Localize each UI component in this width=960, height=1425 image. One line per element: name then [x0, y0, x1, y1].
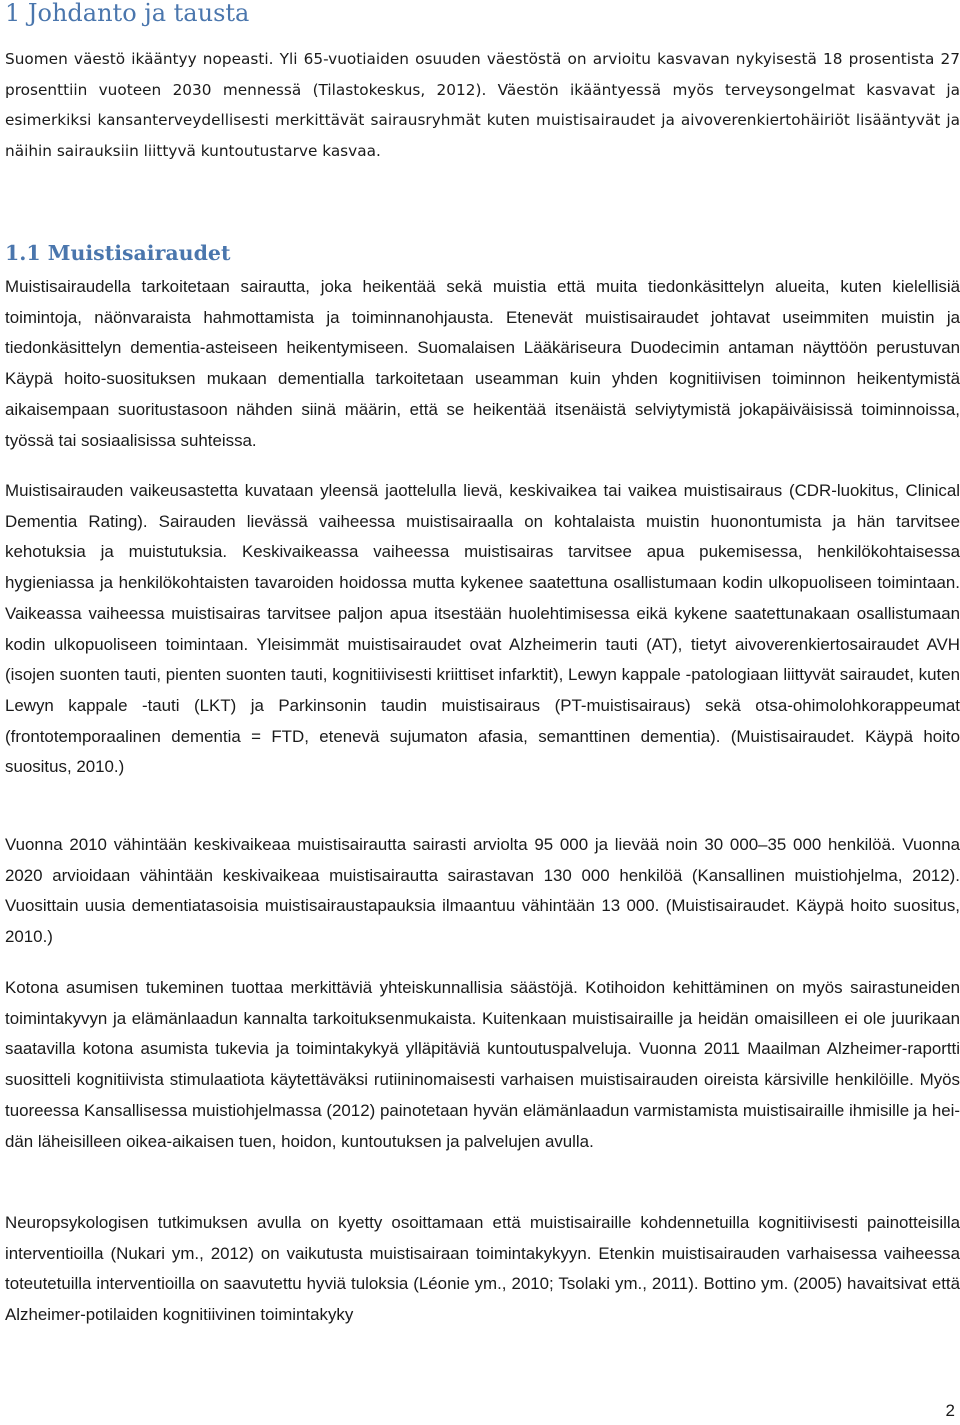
- section-heading-muistisairaudet: 1.1 Muistisairaudet: [5, 241, 231, 265]
- severity-paragraph: Muistisairauden vaikeusastetta kuvataan yleensä jaottelulla lievä, keskivaikea tai vaikea muistisairaus (CDR-luokitus, Clinical Dementia Rating). Sairauden lievässä vaiheessa muistisairaalla on kohtalaista muistin huonontumista ja hän tarvitsee kehotuksia ja muistutuksia. Keskivaikeassa vaiheessa muistisairas tarvitsee apua pukemisessa, henkilökohtaisessa hygieniassa ja henkilökohtaisten tavaroiden hoidossa mutta kykenee saatettuna osallistumaan kodin ulkopuoliseen toimintaan. Vaikeassa vaiheessa muistisairas tarvitsee paljon apua itsestään huolehtimisessa eikä kykene saatettunakaan osallistumaan kodin ulkopuoliseen toimintaan. Yleisimmät muistisairaudet ovat Alzheimerin tauti (AT), tietyt aivoverenkiertosairaudet AVH (isojen suonten tauti, pienten suonten tauti, kognitiivisesti kriittiset infarktit), Lewyn kappale -patologiaan liittyvät sairaudet, kuten Lewyn kappale -tauti (LKT) ja Parkinsonin taudin muistisairaus (PT-muistisairaus) sekä otsa-ohimolohkorappeumat (frontotemporaalinen dementia = FTD, etenevä sujumaton afasia, semanttinen dementia). (Muistisairaudet. Käypä hoito suositus, 2010.): [5, 481, 960, 777]
- chapter-heading: 1 Johdanto ja tausta: [5, 0, 250, 27]
- definition-paragraph: Muistisairaudella tarkoitetaan sairautta, joka heikentää sekä muistia että muita tiedonkäsittelyn alueita, kuten kielellisiä toimintoja, näönvaraista hahmottamista ja toiminnanohjausta. Etenevät muistisairaudet johtavat useimmiten muistin ja tiedonkäsittelyn dementia-asteiseen heikentymiseen. Suomalaisen Lääkäriseura Duodecimin antaman näyttöön perustuvan Käypä hoito-suosituksen mukaan dementialla tarkoitetaan useamman kuin yhden kognitiivisen toiminnon heikentymistä aikaisempaan suoritustasoon nähden siinä määrin, että se heikentää itsenäistä selviytymistä jokapäiväisissä toiminnoissa, työssä tai sosiaalisissa suhteissa.: [5, 277, 960, 450]
- home-care-paragraph: Kotona asumisen tukeminen tuottaa merkittäviä yhteiskunnallisia säästöjä. Kotihoidon kehittäminen on myös sairastuneiden toimintakyvyn ja elämänlaadun kannalta tarkoituksenmukaista. Kuitenkaan muistisairaille ja heidän omaisilleen ei ole juurikaan saatavilla kotona asumista tukevia ja toimintakykyä ylläpitäviä kuntoutuspalveluja. Vuonna 2011 Maailman Alzheimer-raportti suositteli kognitiivista stimulaatiota käytettäväksi rutiininomaisesti varhaisen muistisairauden oireista kärsiville henkilöille. Myös tuoreessa Kansallisessa muistiohjelmassa (2012) painotetaan hyvän elämänlaadun varmistamista muistisairaille ihmisille ja heidän läheisilleen oikea-aikaisen tuen, hoidon, kuntoutuksen ja palvelujen avulla.: [5, 978, 960, 1151]
- intro-paragraph: Suomen väestö ikääntyy nopeasti. Yli 65-vuotiaiden osuuden väestöstä on arvioitu kasvavan nykyisestä 18 prosentista 27 prosenttiin vuoteen 2030 mennessä (Tilastokeskus, 2012). Väestön ikääntyessä myös terveysongelmat kasvavat ja esimerkiksi kansanterveydellisesti merkittävät sairausryhmät kuten muistisairaudet ja aivoverenkiertohäiriöt lisääntyvät ja näihin sairauksiin liittyvä kuntoutustarve kasvaa.: [5, 50, 960, 160]
- page-number: 2: [945, 1401, 955, 1420]
- research-paragraph: Neuropsykologisen tutkimuksen avulla on kyetty osoittamaan että muistisairaille kohdennetuilla kognitiivisesti painotteisilla interventioilla (Nukari ym., 2012) on vaikutusta muistisairaan toimintakykyyn. Etenkin muistisairauden varhaisessa vaiheessa toteutetuilla interventioilla on saavutettu hyviä tuloksia (Léonie ym., 2010; Tsolaki ym., 2011). Bottino ym. (2005) havaitsivat että Alzheimer-potilaiden kognitiivinen toimintakyky: [5, 1213, 960, 1325]
- statistics-paragraph: Vuonna 2010 vähintään keskivaikeaa muistisairautta sairasti arviolta 95 000 ja lievää noin 30 000–35 000 henkilöä. Vuonna 2020 arvioidaan vähintään keskivaikeaa muistisairautta sairastavan 130 000 henkilöä (Kansallinen muistiohjelma, 2012). Vuosittain uusia dementiatasoisia muistisairaustapauksia ilmaantuu vähintään 13 000. (Muistisairaudet. Käypä hoito suositus, 2010.): [5, 835, 960, 947]
